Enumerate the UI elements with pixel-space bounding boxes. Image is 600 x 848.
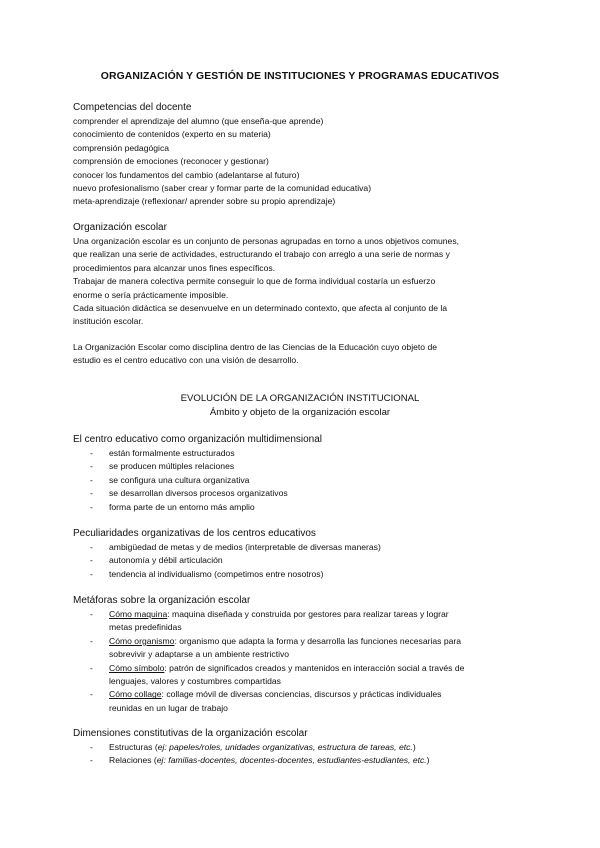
dash-marker: -: [90, 755, 93, 766]
metaforas-section: [73, 594, 533, 715]
dash-marker: -: [90, 501, 93, 512]
metafora-desc-cont: sobrevivir y adaptarse a un ambiente restrictivo: [109, 649, 290, 660]
metafora-desc-cont: reunidas en un lugar de trabajo: [109, 702, 228, 713]
disciplina-paragraph: [73, 341, 533, 368]
list-item: [73, 541, 533, 554]
dimension-examples: ej: familias-docentes, docentes-docentes, estudiantes-estudiantes, etc.: [156, 755, 427, 766]
competencia-line: comprensión pedagógica: [73, 142, 170, 153]
dash-marker: -: [90, 542, 93, 552]
metafora-term: Cómo collage: [109, 689, 162, 700]
organizacion-line: institución escolar.: [73, 316, 144, 327]
dash-marker: -: [90, 609, 93, 619]
list-item: [73, 608, 533, 635]
document-title: ORGANIZACIÓN Y GESTIÓN DE INSTITUCIONES Y PROGRAMAS EDUCATIVOS: [100, 71, 500, 82]
metaforas-heading: Metáforas sobre la organización escolar: [73, 595, 251, 606]
dash-marker: -: [90, 555, 93, 566]
metafora-desc: : patrón de significados creados y mantenidos en interacción social a través de: [164, 662, 465, 673]
centro-heading: El centro educativo como organización multidimensional: [73, 434, 323, 445]
organizacion-line: Cada situación didáctica se desenvuelve en un determinado contexto, que afecta al conjunto de la: [73, 303, 448, 314]
disciplina-line: La Organización Escolar como disciplina dentro de las Ciencias de la Educación cuyo objeto de: [73, 342, 438, 352]
list-item: [73, 474, 533, 487]
list-item: [73, 688, 533, 715]
metafora-desc-cont: lenguajes, valores y costumbres compartidas: [109, 676, 281, 687]
dimensiones-list: [73, 741, 533, 768]
disciplina-line: estudio es el centro educativo con una visión de desarrollo.: [73, 355, 299, 366]
list-item: [73, 447, 533, 460]
organizacion-line: que realizan una serie de actividades, estructurando el trabajo con arreglo a una serie de normas y: [73, 249, 450, 260]
list-item: [73, 501, 533, 514]
dimensiones-section: [73, 727, 533, 768]
metafora-term: Cómo símbolo: [109, 662, 165, 673]
organizacion-line: Trabajar de manera colectiva permite conseguir lo que de forma individual costaría un esfuerzo: [73, 276, 436, 287]
peculiaridades-list: [73, 541, 533, 581]
evolucion-subheading: Ámbito y objeto de la organización escolar: [209, 407, 391, 418]
dash-marker: -: [90, 742, 93, 752]
peculiaridades-heading: Peculiaridades organizativas de los centros educativos: [73, 528, 316, 539]
list-item: [73, 662, 533, 689]
list-item: [73, 487, 533, 500]
metafora-term: Cómo maquina: [109, 609, 168, 619]
competencias-section: [73, 101, 533, 209]
list-item: [73, 741, 533, 754]
competencia-line: comprender el aprendizaje del alumno (que enseña-que aprende): [73, 116, 324, 126]
list-item-text: autonomía y débil articulación: [109, 555, 223, 566]
metafora-term: Cómo organismo: [109, 635, 175, 646]
dash-marker: -: [90, 448, 93, 458]
competencia-line: conocer los fundamentos del cambio (adelantarse al futuro): [73, 169, 300, 180]
dash-marker: -: [90, 662, 93, 673]
dash-marker: -: [90, 488, 93, 499]
list-item: [73, 568, 533, 581]
list-item-text: ambigüedad de metas y de medios (interpretable de diversas maneras): [109, 542, 381, 552]
dash-marker: -: [90, 474, 93, 485]
organizacion-line: enorme o sería prácticamente imposible.: [73, 289, 229, 300]
organizacion-line: procedimientos para alcanzar unos fines específicos.: [73, 262, 276, 273]
list-item: [73, 460, 533, 473]
dash-marker: -: [90, 689, 93, 700]
dimension-examples: ej: papeles/roles, unidades organizativas, estructura de tareas, etc.: [157, 742, 413, 752]
metafora-desc: : collage móvil de diversas conciencias, discursos y prácticas individuales: [161, 689, 442, 700]
list-item-text: están formalmente estructurados: [109, 448, 235, 458]
competencia-line: nuevo profesionalismo (saber crear y formar parte de la comunidad educativa): [73, 182, 372, 193]
dimension-tail: ): [412, 742, 416, 752]
dimension-tail: ): [426, 755, 430, 766]
competencias-heading: Competencias del docente: [73, 102, 192, 113]
list-item-text: se desarrollan diversos procesos organizativos: [109, 488, 288, 499]
dimension-lead: Estructuras (: [109, 742, 158, 752]
list-item-text: se producen múltiples relaciones: [109, 461, 235, 472]
competencia-line: comprensión de emociones (reconocer y gestionar): [73, 156, 269, 167]
dimension-lead: Relaciones (: [109, 755, 157, 766]
peculiaridades-section: [73, 527, 533, 581]
list-item: [73, 754, 533, 767]
metafora-desc-cont: metas predefinidas: [109, 622, 182, 633]
centro-list: [73, 447, 533, 514]
list-item: [73, 554, 533, 567]
organizacion-section: [73, 221, 533, 329]
centro-section: [73, 433, 533, 514]
list-item-text: forma parte de un entorno más amplio: [109, 501, 255, 512]
organizacion-line: Una organización escolar es un conjunto de personas agrupadas en torno a unos objetivos comunes,: [73, 236, 460, 246]
list-item: [73, 635, 533, 662]
evolucion-heading: EVOLUCIÓN DE LA ORGANIZACIÓN INSTITUCIONAL: [180, 393, 420, 404]
metaforas-list: [73, 608, 533, 715]
organizacion-heading: Organización escolar: [73, 222, 167, 233]
dimensiones-heading: Dimensiones constitutivas de la organización escolar: [73, 728, 308, 739]
dash-marker: -: [90, 461, 93, 472]
dash-marker: -: [90, 635, 93, 646]
metafora-desc: : organismo que adapta la forma y desarrolla las funciones necesarias para: [174, 635, 462, 646]
competencia-line: conocimiento de contenidos (experto en su materia): [73, 129, 271, 140]
competencia-line: meta-aprendizaje (reflexionar/ aprender sobre su propio aprendizaje): [73, 196, 336, 207]
list-item-text: tendencia al individualismo (competimos entre nosotros): [109, 568, 324, 579]
list-item-text: se configura una cultura organizativa: [109, 474, 250, 485]
dash-marker: -: [90, 568, 93, 579]
metafora-desc: : maquina diseñada y construida por gestores para realizar tareas y lograr: [167, 609, 449, 619]
